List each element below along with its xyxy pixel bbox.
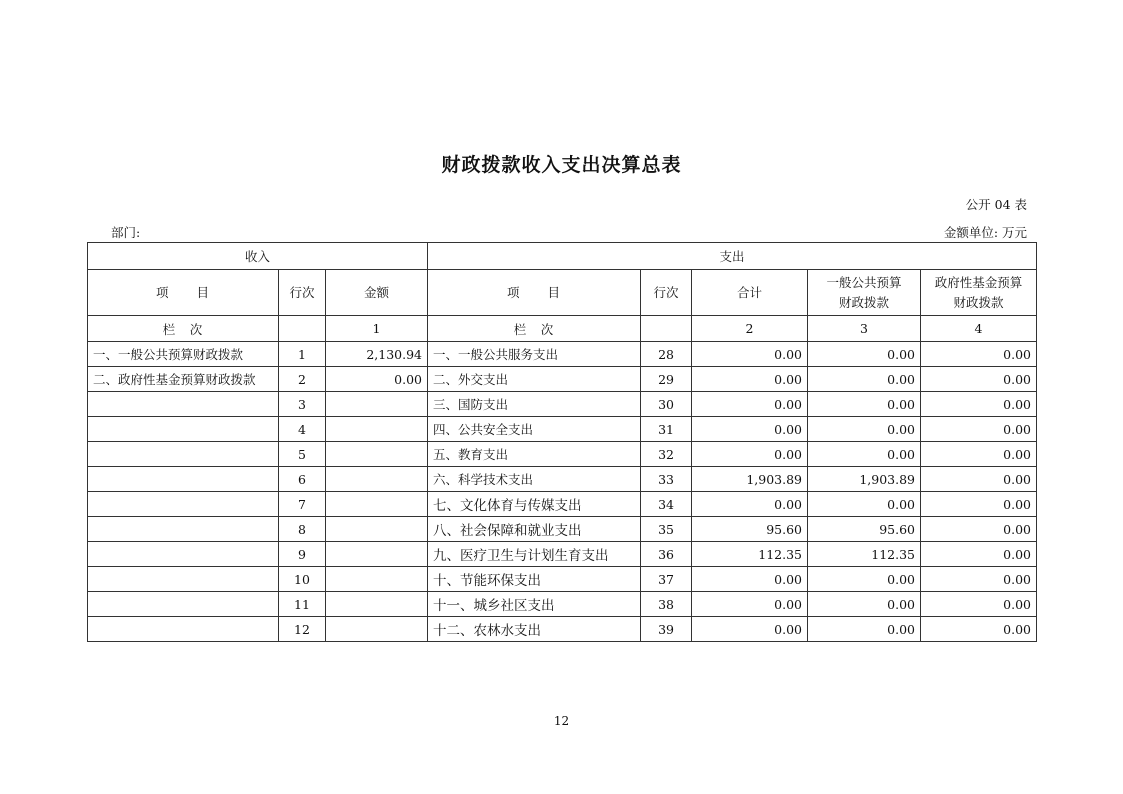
- gov-fund-header-line1: 政府性基金预算: [934, 274, 1023, 290]
- total-cell: 1,903.89: [692, 467, 808, 492]
- general-budget-header-line1: 一般公共预算: [826, 274, 902, 290]
- expense-row-no-cell: 33: [641, 467, 692, 492]
- income-lanci-label: 栏 次: [88, 316, 279, 342]
- expense-item-cell: 八、社会保障和就业支出: [428, 517, 641, 542]
- expense-row-no-cell: 38: [641, 592, 692, 617]
- expense-item-cell: 四、公共安全支出: [428, 417, 641, 442]
- income-row-no-cell: 6: [279, 467, 326, 492]
- expense-row-no-cell: 35: [641, 517, 692, 542]
- expense-row-no-cell: 34: [641, 492, 692, 517]
- total-cell: 0.00: [692, 392, 808, 417]
- table-row: [88, 392, 1037, 417]
- gov-fund-cell: 0.00: [921, 467, 1037, 492]
- income-amount-cell: 0.00: [326, 367, 428, 392]
- income-item-cell: [88, 542, 279, 567]
- expense-row-no-cell: 29: [641, 367, 692, 392]
- income-row-no-cell: 1: [279, 342, 326, 367]
- income-row-no-cell: 8: [279, 517, 326, 542]
- expense-item-cell: 十一、城乡社区支出: [428, 592, 641, 617]
- income-row-no-cell: 9: [279, 542, 326, 567]
- expense-row-no-cell: 39: [641, 617, 692, 642]
- income-row-no-cell: 10: [279, 567, 326, 592]
- income-amount-header: 金额: [326, 270, 428, 316]
- income-item-header: 项 目: [88, 270, 279, 316]
- total-cell: 0.00: [692, 342, 808, 367]
- income-item-cell: 一、一般公共预算财政拨款: [88, 342, 279, 367]
- col-2-label: 2: [692, 316, 808, 342]
- gov-fund-cell: 0.00: [921, 592, 1037, 617]
- expense-lanci-blank: [641, 316, 692, 342]
- gov-fund-cell: 0.00: [921, 342, 1037, 367]
- income-item-cell: [88, 467, 279, 492]
- income-item-cell: [88, 492, 279, 517]
- income-amount-cell: [326, 617, 428, 642]
- expense-row-no-header: 行次: [641, 270, 692, 316]
- income-item-cell: [88, 592, 279, 617]
- income-amount-cell: [326, 467, 428, 492]
- table-row: [88, 542, 1037, 567]
- gov-fund-header-line2: 财政拨款: [953, 294, 1004, 310]
- expense-item-cell: 六、科学技术支出: [428, 467, 641, 492]
- income-row-no-header: 行次: [279, 270, 326, 316]
- expense-item-cell: 七、文化体育与传媒支出: [428, 492, 641, 517]
- page-title: 财政拨款收入支出决算总表: [441, 154, 682, 176]
- total-cell: 95.60: [692, 517, 808, 542]
- table-row: [88, 617, 1037, 642]
- table-row: [88, 517, 1037, 542]
- expense-item-cell: 九、医疗卫生与计划生育支出: [428, 542, 641, 567]
- gov-fund-cell: 0.00: [921, 567, 1037, 592]
- income-item-cell: [88, 417, 279, 442]
- income-row-no-cell: 7: [279, 492, 326, 517]
- expense-item-cell: 一、一般公共服务支出: [428, 342, 641, 367]
- expense-row-no-cell: 31: [641, 417, 692, 442]
- department-label: 部门:: [111, 225, 141, 240]
- general-budget-header-line2: 财政拨款: [839, 294, 890, 310]
- expense-item-cell: 十二、农林水支出: [428, 617, 641, 642]
- gov-fund-cell: 0.00: [921, 492, 1037, 517]
- total-cell: 0.00: [692, 567, 808, 592]
- gov-fund-cell: 0.00: [921, 367, 1037, 392]
- income-row-no-cell: 5: [279, 442, 326, 467]
- income-row-no-cell: 2: [279, 367, 326, 392]
- expense-item-cell: 二、外交支出: [428, 367, 641, 392]
- general-budget-cell: 112.35: [808, 542, 921, 567]
- income-item-cell: [88, 392, 279, 417]
- table-row: [88, 567, 1037, 592]
- expense-row-no-cell: 30: [641, 392, 692, 417]
- total-cell: 0.00: [692, 442, 808, 467]
- expense-item-cell: 五、教育支出: [428, 442, 641, 467]
- table-row: [88, 492, 1037, 517]
- general-budget-cell: 0.00: [808, 442, 921, 467]
- expense-row-no-cell: 32: [641, 442, 692, 467]
- income-item-cell: [88, 617, 279, 642]
- general-budget-cell: 0.00: [808, 342, 921, 367]
- general-budget-cell: 0.00: [808, 617, 921, 642]
- income-header: 收入: [88, 243, 428, 270]
- gov-fund-header: [921, 270, 1037, 316]
- fiscal-appropriation-table: [87, 242, 1037, 642]
- expense-item-header: 项 目: [428, 270, 641, 316]
- income-row-no-cell: 3: [279, 392, 326, 417]
- col-4-label: 4: [921, 316, 1037, 342]
- form-number: 公开 04 表: [965, 197, 1027, 212]
- income-row-no-cell: 4: [279, 417, 326, 442]
- income-item-cell: [88, 442, 279, 467]
- income-item-cell: [88, 517, 279, 542]
- expense-item-cell: 三、国防支出: [428, 392, 641, 417]
- expense-lanci-label: 栏 次: [428, 316, 641, 342]
- income-item-cell: [88, 567, 279, 592]
- table-row: [88, 442, 1037, 467]
- gov-fund-cell: 0.00: [921, 542, 1037, 567]
- income-amount-cell: [326, 492, 428, 517]
- col-3-label: 3: [808, 316, 921, 342]
- general-budget-cell: 0.00: [808, 417, 921, 442]
- table-row: [88, 417, 1037, 442]
- general-budget-cell: 0.00: [808, 567, 921, 592]
- income-amount-cell: [326, 517, 428, 542]
- general-budget-header: [808, 270, 921, 316]
- general-budget-cell: 0.00: [808, 367, 921, 392]
- total-cell: 0.00: [692, 592, 808, 617]
- amount-unit-label: 金额单位: 万元: [943, 225, 1027, 240]
- income-amount-cell: 2,130.94: [326, 342, 428, 367]
- expense-header: 支出: [428, 243, 1037, 270]
- table-row: [88, 367, 1037, 392]
- total-cell: 0.00: [692, 417, 808, 442]
- col-1-label: 1: [326, 316, 428, 342]
- gov-fund-cell: 0.00: [921, 517, 1037, 542]
- income-row-no-cell: 12: [279, 617, 326, 642]
- total-cell: 0.00: [692, 492, 808, 517]
- expense-item-cell: 十、节能环保支出: [428, 567, 641, 592]
- total-cell: 0.00: [692, 617, 808, 642]
- income-item-cell: 二、政府性基金预算财政拨款: [88, 367, 279, 392]
- general-budget-cell: 0.00: [808, 492, 921, 517]
- expense-row-no-cell: 36: [641, 542, 692, 567]
- page-number: 12: [553, 714, 570, 728]
- general-budget-cell: 95.60: [808, 517, 921, 542]
- income-amount-cell: [326, 392, 428, 417]
- income-amount-cell: [326, 567, 428, 592]
- total-header: 合计: [692, 270, 808, 316]
- table-row: [88, 342, 1037, 367]
- general-budget-cell: 0.00: [808, 592, 921, 617]
- income-amount-cell: [326, 417, 428, 442]
- gov-fund-cell: 0.00: [921, 392, 1037, 417]
- total-cell: 112.35: [692, 542, 808, 567]
- general-budget-cell: 1,903.89: [808, 467, 921, 492]
- table-row: [88, 467, 1037, 492]
- income-row-no-cell: 11: [279, 592, 326, 617]
- expense-row-no-cell: 37: [641, 567, 692, 592]
- gov-fund-cell: 0.00: [921, 617, 1037, 642]
- income-amount-cell: [326, 542, 428, 567]
- income-amount-cell: [326, 442, 428, 467]
- income-amount-cell: [326, 592, 428, 617]
- income-lanci-blank: [279, 316, 326, 342]
- total-cell: 0.00: [692, 367, 808, 392]
- gov-fund-cell: 0.00: [921, 442, 1037, 467]
- expense-row-no-cell: 28: [641, 342, 692, 367]
- general-budget-cell: 0.00: [808, 392, 921, 417]
- gov-fund-cell: 0.00: [921, 417, 1037, 442]
- table-row: [88, 592, 1037, 617]
